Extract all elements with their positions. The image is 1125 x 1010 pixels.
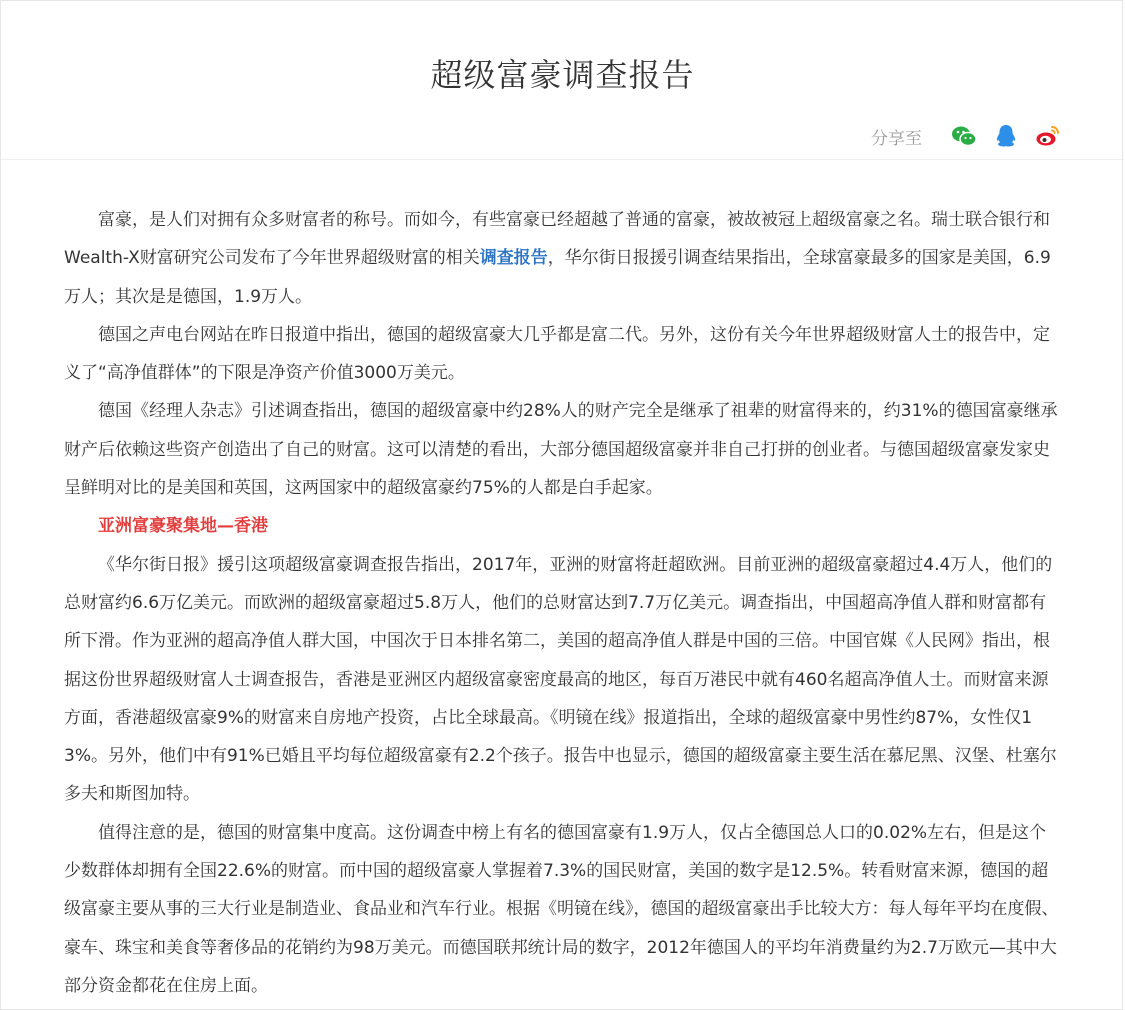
article-body — [64, 201, 1062, 1005]
section-subheading: 亚洲富豪聚集地—香港 — [98, 516, 268, 537]
weibo-icon[interactable] — [1034, 122, 1062, 150]
paragraph-intro-text-end: ，华尔街日报援引调查结果指出，全球富豪最多的国家是美国，6.9万人；其次是是德国，1.9万人。 — [64, 248, 1051, 307]
wechat-icon[interactable] — [950, 122, 978, 150]
article-header — [1, 1, 1124, 160]
share-label: 分享至 — [871, 128, 922, 149]
paragraph-manager-magazine: 德国《经理人杂志》引述调查指出，德国的超级富豪中约28%人的财产完全是继承了祖辈的财富得来的，约31%的德国富豪继承财产后依赖这些资产创造出了自己的财富。这可以清楚的看出，大部分德国超级富豪并非自己打拼的创业者。与德国超级富豪发家史呈鲜明对比的是美国和英国，这两国家中的超级富豪约75%的人都是白手起家。 — [64, 401, 1058, 499]
paragraph-intro — [64, 201, 1062, 316]
paragraph-wealth-concentration: 值得注意的是，德国的财富集中度高。这份调查中榜上有名的德国富豪有1.9万人，仅占全德国总人口的0.02%左右，但是这个少数群体却拥有全国22.6%的财富。而中国的超级富豪人掌握着7.3%的国民财富，美国的数字是12.5%。转看财富来源，德国的超级富豪主要从事的三大行业是制造业、食品业和汽车行业。根据《明镜在线》，德国的超级富豪出手比较大方：每人每年平均在度假、豪车、珠宝和美食等奢侈品的花销约为98万美元。而德国联邦统计局的数字，2012年德国人的平均年消费量约为2.7万欧元—其中大部分资金都花在住房上面。 — [64, 822, 1059, 996]
paragraph-asia-wealth: 《华尔街日报》援引这项超级富豪调查报告指出，2017年，亚洲的财富将赶超欧洲。目前亚洲的超级富豪超过4.4万人，他们的总财富约6.6万亿美元。而欧洲的超级富豪超过5.8万人，他们的总财富达到7.7万亿美元。调查指出，中国超高净值人群和财富都有所下滑。作为亚洲的超高净值人群大国，中国次于日本排名第二，美国的超高净值人群是中国的三倍。中国官媒《人民网》指出，根据这份世界超级财富人士调查报告，香港是亚洲区内超级富豪密度最高的地区，每百万港民中就有460名超高净值人士。而财富来源方面，香港超级富豪9%的财富来自房地产投资，占比全球最高。《明镜在线》报道指出，全球的超级富豪中男性约87%，女性仅13%。另外，他们中有91%已婚且平均每位超级富豪有2.2个孩子。报告中也显示，德国的超级富豪主要生活在慕尼黑、汉堡、杜塞尔多夫和斯图加特。 — [64, 554, 1057, 805]
qq-icon[interactable] — [992, 122, 1020, 150]
share-bar — [871, 120, 1062, 152]
paragraph-intro-text: 富豪，是人们对拥有众多财富者的称号。而如今，有些富豪已经超越了普通的富豪，被故被冠上超级富豪之名。瑞士联合银行和Wealth-X财富研究公司发布了今年世界超级财富的相关 — [64, 210, 1050, 269]
article-title: 超级富豪调查报告 — [430, 56, 695, 94]
survey-report-link[interactable]: 调查报告 — [479, 248, 548, 269]
paragraph-germany-heirs: 德国之声电台网站在昨日报道中指出，德国的超级富豪大几乎都是富二代。另外，这份有关今年世界超级财富人士的报告中，定义了“高净值群体”的下限是净资产价值3000万美元。 — [64, 324, 1050, 384]
